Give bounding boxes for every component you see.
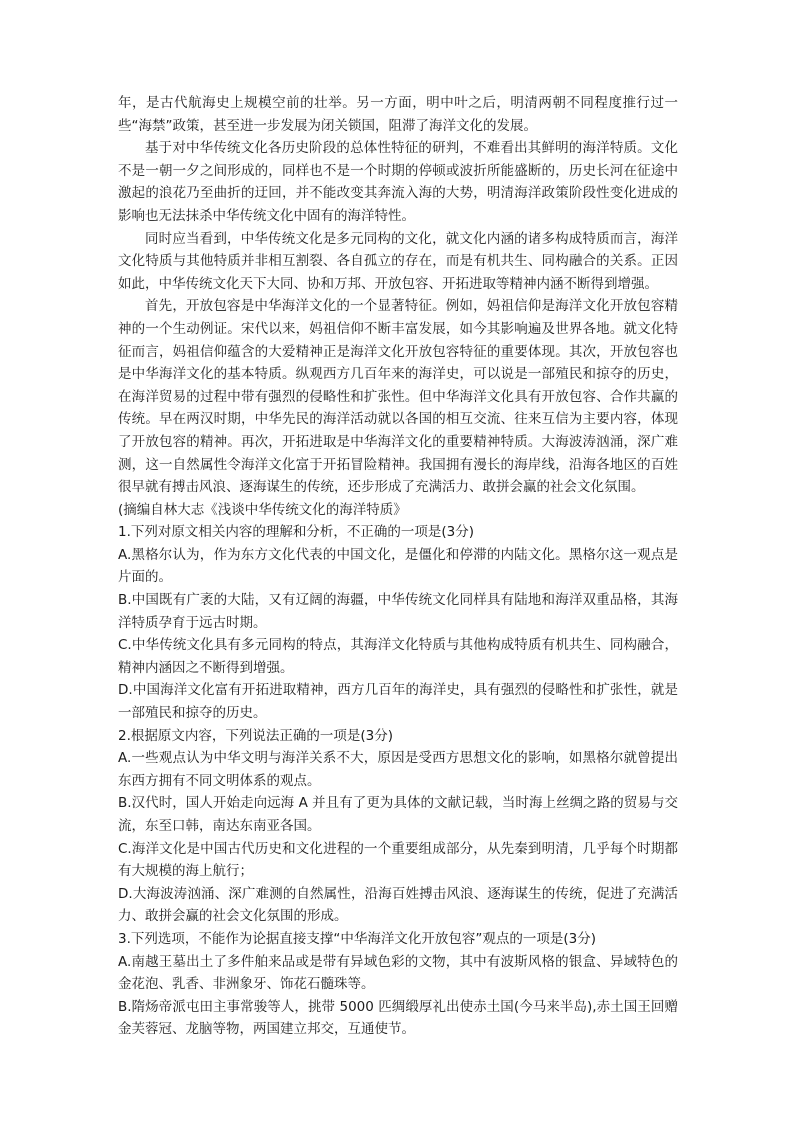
question-1-option-d: D.中国海洋文化富有开拓进取精神，西方几百年的海洋史，具有强烈的侵略性和扩张性，就是一部殖民和掠夺的历史。 [118,682,678,722]
question-2-option-b: B.汉代时，国人开始走向远海 A 并且有了更为具体的文献记载，当时海上丝绸之路的贸易与交流，东至口韩，南达东南亚各国。 [118,795,678,834]
question-2-option-d: D.大海波涛汹涌、深广难测的自然属性，沿海百姓搏击风浪、逐海谋生的传统，促进了充满活力、敢拼会赢的社会文化氛围的形成。 [118,885,678,925]
body-paragraph-1: 年，是古代航海史上规模空前的壮举。另一方面，明中叶之后，明清两朝不同程度推行过一些“海禁”政策，甚至进一步发展为闭关锁国，阻滞了海洋文化的发展。 [118,95,678,134]
question-1-option-c: C.中华传统文化具有多元同构的特点，其海洋文化特质与其他构成特质有机共生、同构融合，精神内涵因之不断得到增强。 [118,637,678,676]
body-paragraph-2: 基于对中华传统文化各历史阶段的总体性特征的研判，不难看出其鲜明的海洋特质。文化不是一朝一夕之间形成的，同样也不是一个时期的停顿或波折所能盛断的，历史长河在征途中激起的浪花乃至曲折的迂回，并不能改变其奔流入海的大势，明清海洋政策阶段性变化进成的影响也无法抹杀中华传统文化中固有的海洋特性。 [118,140,678,224]
question-3-option-b: B.隋炀帝派屯田主事常骏等人，挑带 5000 匹绸缎厚礼出使赤土国(今马来半岛),赤土国王回赠金芙蓉冠、龙脑等物，两国建立邦交，互通使节。 [118,998,678,1038]
question-2-option-a: A.一些观点认为中华文明与海洋关系不大，原因是受西方思想文化的影响，如黑格尔就曾提出东西方拥有不同文明体系的观点。 [118,750,678,789]
question-2-stem: 2.根据原文内容，下列说法正确的一项是(3分) [118,727,394,744]
source-citation: (摘编自林大志《浅谈中华传统文化的海洋特质》 [118,501,407,518]
body-paragraph-3: 同时应当看到，中华传统文化是多元同构的文化，就文化内涵的诸多构成特质而言，海洋文化特质与其他特质并非相互割裂、各自孤立的存在，而是有机共生、同构融合的关系。正因如此，中华传统文化天下大同、协和万邦、开放包容、开拓进取等精神内涵不断得到增强。 [118,230,678,292]
question-1-stem: 1.下列对原文相关内容的理解和分析，不正确的一项是(3分) [118,524,475,541]
question-3-option-a: A.南越王墓出土了多件舶来品或是带有异域色彩的文物，其中有波斯风格的银盒、异域特色的金花泡、乳香、非洲象牙、饰花石髓珠等。 [118,953,678,993]
document-page [118,92,678,1041]
question-2-option-c: C.海洋文化是中国古代历史和文化进程的一个重要组成部分，从先秦到明清，几乎每个时期都有大规模的海上航行； [118,840,678,880]
question-1-option-b: B.中国既有广袤的大陆，又有辽阔的海疆，中华传统文化同样具有陆地和海洋双重品格，其海洋特质孕育于远古时期。 [118,592,678,631]
body-paragraph-4: 首先，开放包容是中华海洋文化的一个显著特征。例如，妈祖信仰是海洋文化开放包容精神的一个生动例证。宋代以来，妈祖信仰不断丰富发展，如今其影响遍及世界各地。就文化特征而言，妈祖信仰蕴含的大爱精神正是海洋文化开放包容特征的重要体现。其次，开放包容也是中华海洋文化的基本特质。纵观西方几百年来的海洋史，可以说是一部殖民和掠夺的历史，在海洋贸易的过程中带有强烈的侵略性和扩张性。但中华海洋文化具有开放包容、合作共赢的传统。早在两汉时期，中华先民的海洋活动就以各国的相互交流、往来互信为主要内容，体现了开放包容的精神。再次，开拓进取是中华海洋文化的重要精神特质。大海波涛汹涌，深广难测，这一自然属性令海洋文化富于开拓冒险精神。我国拥有漫长的海岸线，沿海各地区的百姓很早就有搏击风浪、逐海谋生的传统，还步形成了充满活力、敢拼会赢的社会文化氛围。 [118,298,678,496]
question-1-option-a: A.黑格尔认为，作为东方文化代表的中国文化，是僵化和停滞的内陆文化。黑格尔这一观点是片面的。 [118,546,678,586]
question-3-stem: 3.下列选项，不能作为论据直接支撑“中华海洋文化开放包容”观点的一项是(3分) [118,930,596,947]
